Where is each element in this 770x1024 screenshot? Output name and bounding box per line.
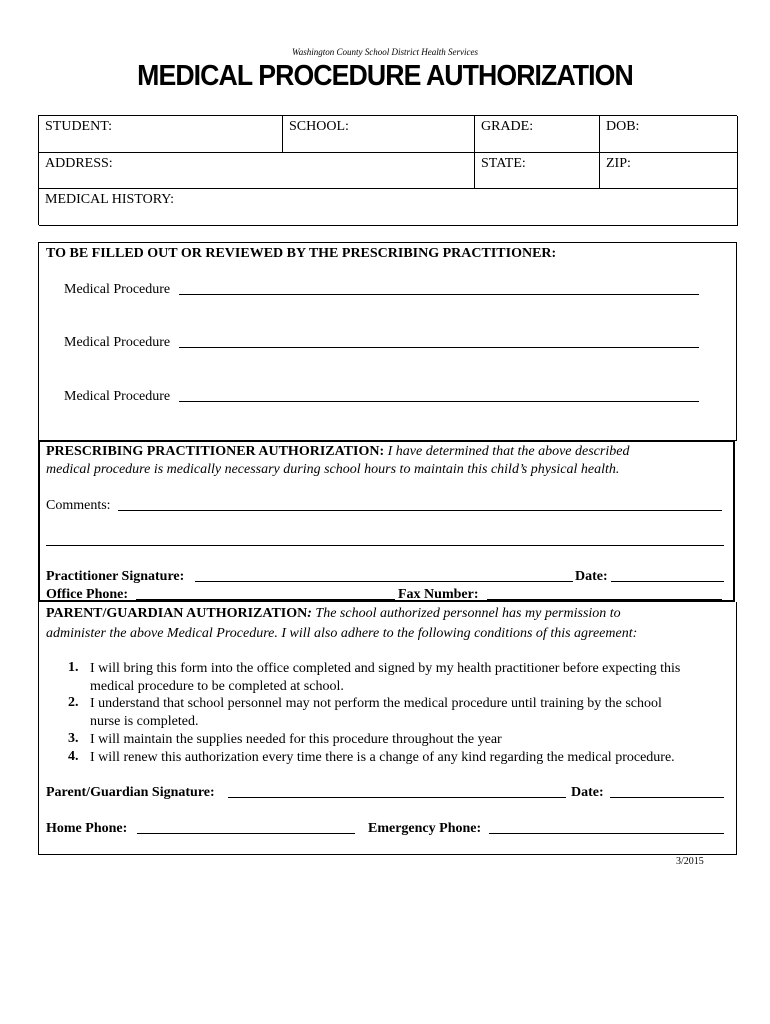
emergency-phone-label: Emergency Phone: xyxy=(368,821,482,836)
grade-cell[interactable] xyxy=(475,116,600,153)
state-label: STATE: xyxy=(481,156,526,171)
home-phone-line[interactable] xyxy=(137,833,355,834)
zip-label: ZIP: xyxy=(606,156,631,171)
practitioner-date-line[interactable] xyxy=(611,581,724,582)
condition-1-line1: I will bring this form into the office completed and signed by my health practitioner before expecting this xyxy=(90,661,681,676)
procedure-3-line[interactable] xyxy=(179,401,699,402)
comments-line-1[interactable] xyxy=(118,510,722,511)
address-cell[interactable] xyxy=(39,153,475,189)
parent-auth-line1 xyxy=(46,605,621,623)
parent-date-label: Date: xyxy=(571,785,604,800)
zip-cell[interactable] xyxy=(600,153,738,189)
comments-line-2[interactable] xyxy=(46,545,724,546)
home-phone-label: Home Phone: xyxy=(46,821,128,836)
parent-signature-line[interactable] xyxy=(228,797,566,798)
student-info-table xyxy=(38,115,737,225)
parent-auth-colon: : xyxy=(307,606,312,621)
parent-auth-heading: PARENT/GUARDIAN AUTHORIZATION xyxy=(46,606,308,621)
fax-number-label: Fax Number: xyxy=(398,587,479,602)
state-cell[interactable] xyxy=(475,153,600,189)
address-label: ADDRESS: xyxy=(45,156,113,171)
procedure-1-label: Medical Procedure xyxy=(64,282,171,297)
school-label: SCHOOL: xyxy=(289,119,349,134)
parent-auth-statement-2: administer the above Medical Procedure. I will also adhere to the following conditions of this agreement: xyxy=(46,626,638,641)
condition-1-number: 1. xyxy=(68,660,79,675)
practitioner-auth-line1 xyxy=(46,443,629,461)
condition-3-line1: I will maintain the supplies needed for this procedure throughout the year xyxy=(90,732,502,747)
form-title: MEDICAL PROCEDURE AUTHORIZATION xyxy=(137,60,633,92)
procedure-2-line[interactable] xyxy=(179,347,699,348)
office-phone-line[interactable] xyxy=(136,599,395,600)
condition-4-line1: I will renew this authorization every time there is a change of any kind regarding the medical procedure. xyxy=(90,750,675,765)
practitioner-auth-statement-2: medical procedure is medically necessary during school hours to maintain this child’s physical health. xyxy=(46,462,620,477)
comments-label: Comments: xyxy=(46,498,111,513)
practitioner-date-label: Date: xyxy=(575,569,608,584)
fax-number-line[interactable] xyxy=(487,599,722,600)
procedure-1-line[interactable] xyxy=(179,294,699,295)
condition-1-line2: medical procedure to be completed at school. xyxy=(90,679,344,694)
condition-2-line2: nurse is completed. xyxy=(90,714,199,729)
dob-label: DOB: xyxy=(606,119,640,134)
school-cell[interactable] xyxy=(283,116,475,153)
practitioner-auth-statement-1: I have determined that the above described xyxy=(387,444,630,459)
student-cell[interactable] xyxy=(39,116,283,153)
parent-auth-statement-1: The school authorized personnel has my permission to xyxy=(315,606,621,621)
dob-cell[interactable] xyxy=(600,116,738,153)
medical-history-label: MEDICAL HISTORY: xyxy=(45,192,175,207)
condition-2-number: 2. xyxy=(68,695,79,710)
office-phone-label: Office Phone: xyxy=(46,587,129,602)
student-label: STUDENT: xyxy=(45,119,112,134)
practitioner-signature-label: Practitioner Signature: xyxy=(46,569,185,584)
condition-2-line1: I understand that school personnel may not perform the medical procedure until training by the school xyxy=(90,696,662,711)
medical-history-cell[interactable] xyxy=(39,189,738,226)
organization-name: Washington County School District Health Services xyxy=(292,47,478,57)
emergency-phone-line[interactable] xyxy=(489,833,724,834)
condition-4-number: 4. xyxy=(68,749,79,764)
revision-date: 3/2015 xyxy=(676,856,704,867)
practitioner-signature-line[interactable] xyxy=(195,581,573,582)
grade-label: GRADE: xyxy=(481,119,534,134)
procedure-3-label: Medical Procedure xyxy=(64,389,171,404)
procedure-2-label: Medical Procedure xyxy=(64,335,171,350)
parent-signature-label: Parent/Guardian Signature: xyxy=(46,785,215,800)
condition-3-number: 3. xyxy=(68,731,79,746)
practitioner-section-heading: TO BE FILLED OUT OR REVIEWED BY THE PRESCRIBING PRACTITIONER: xyxy=(46,246,557,261)
practitioner-auth-heading: PRESCRIBING PRACTITIONER AUTHORIZATION: xyxy=(46,444,385,459)
parent-date-line[interactable] xyxy=(610,797,724,798)
